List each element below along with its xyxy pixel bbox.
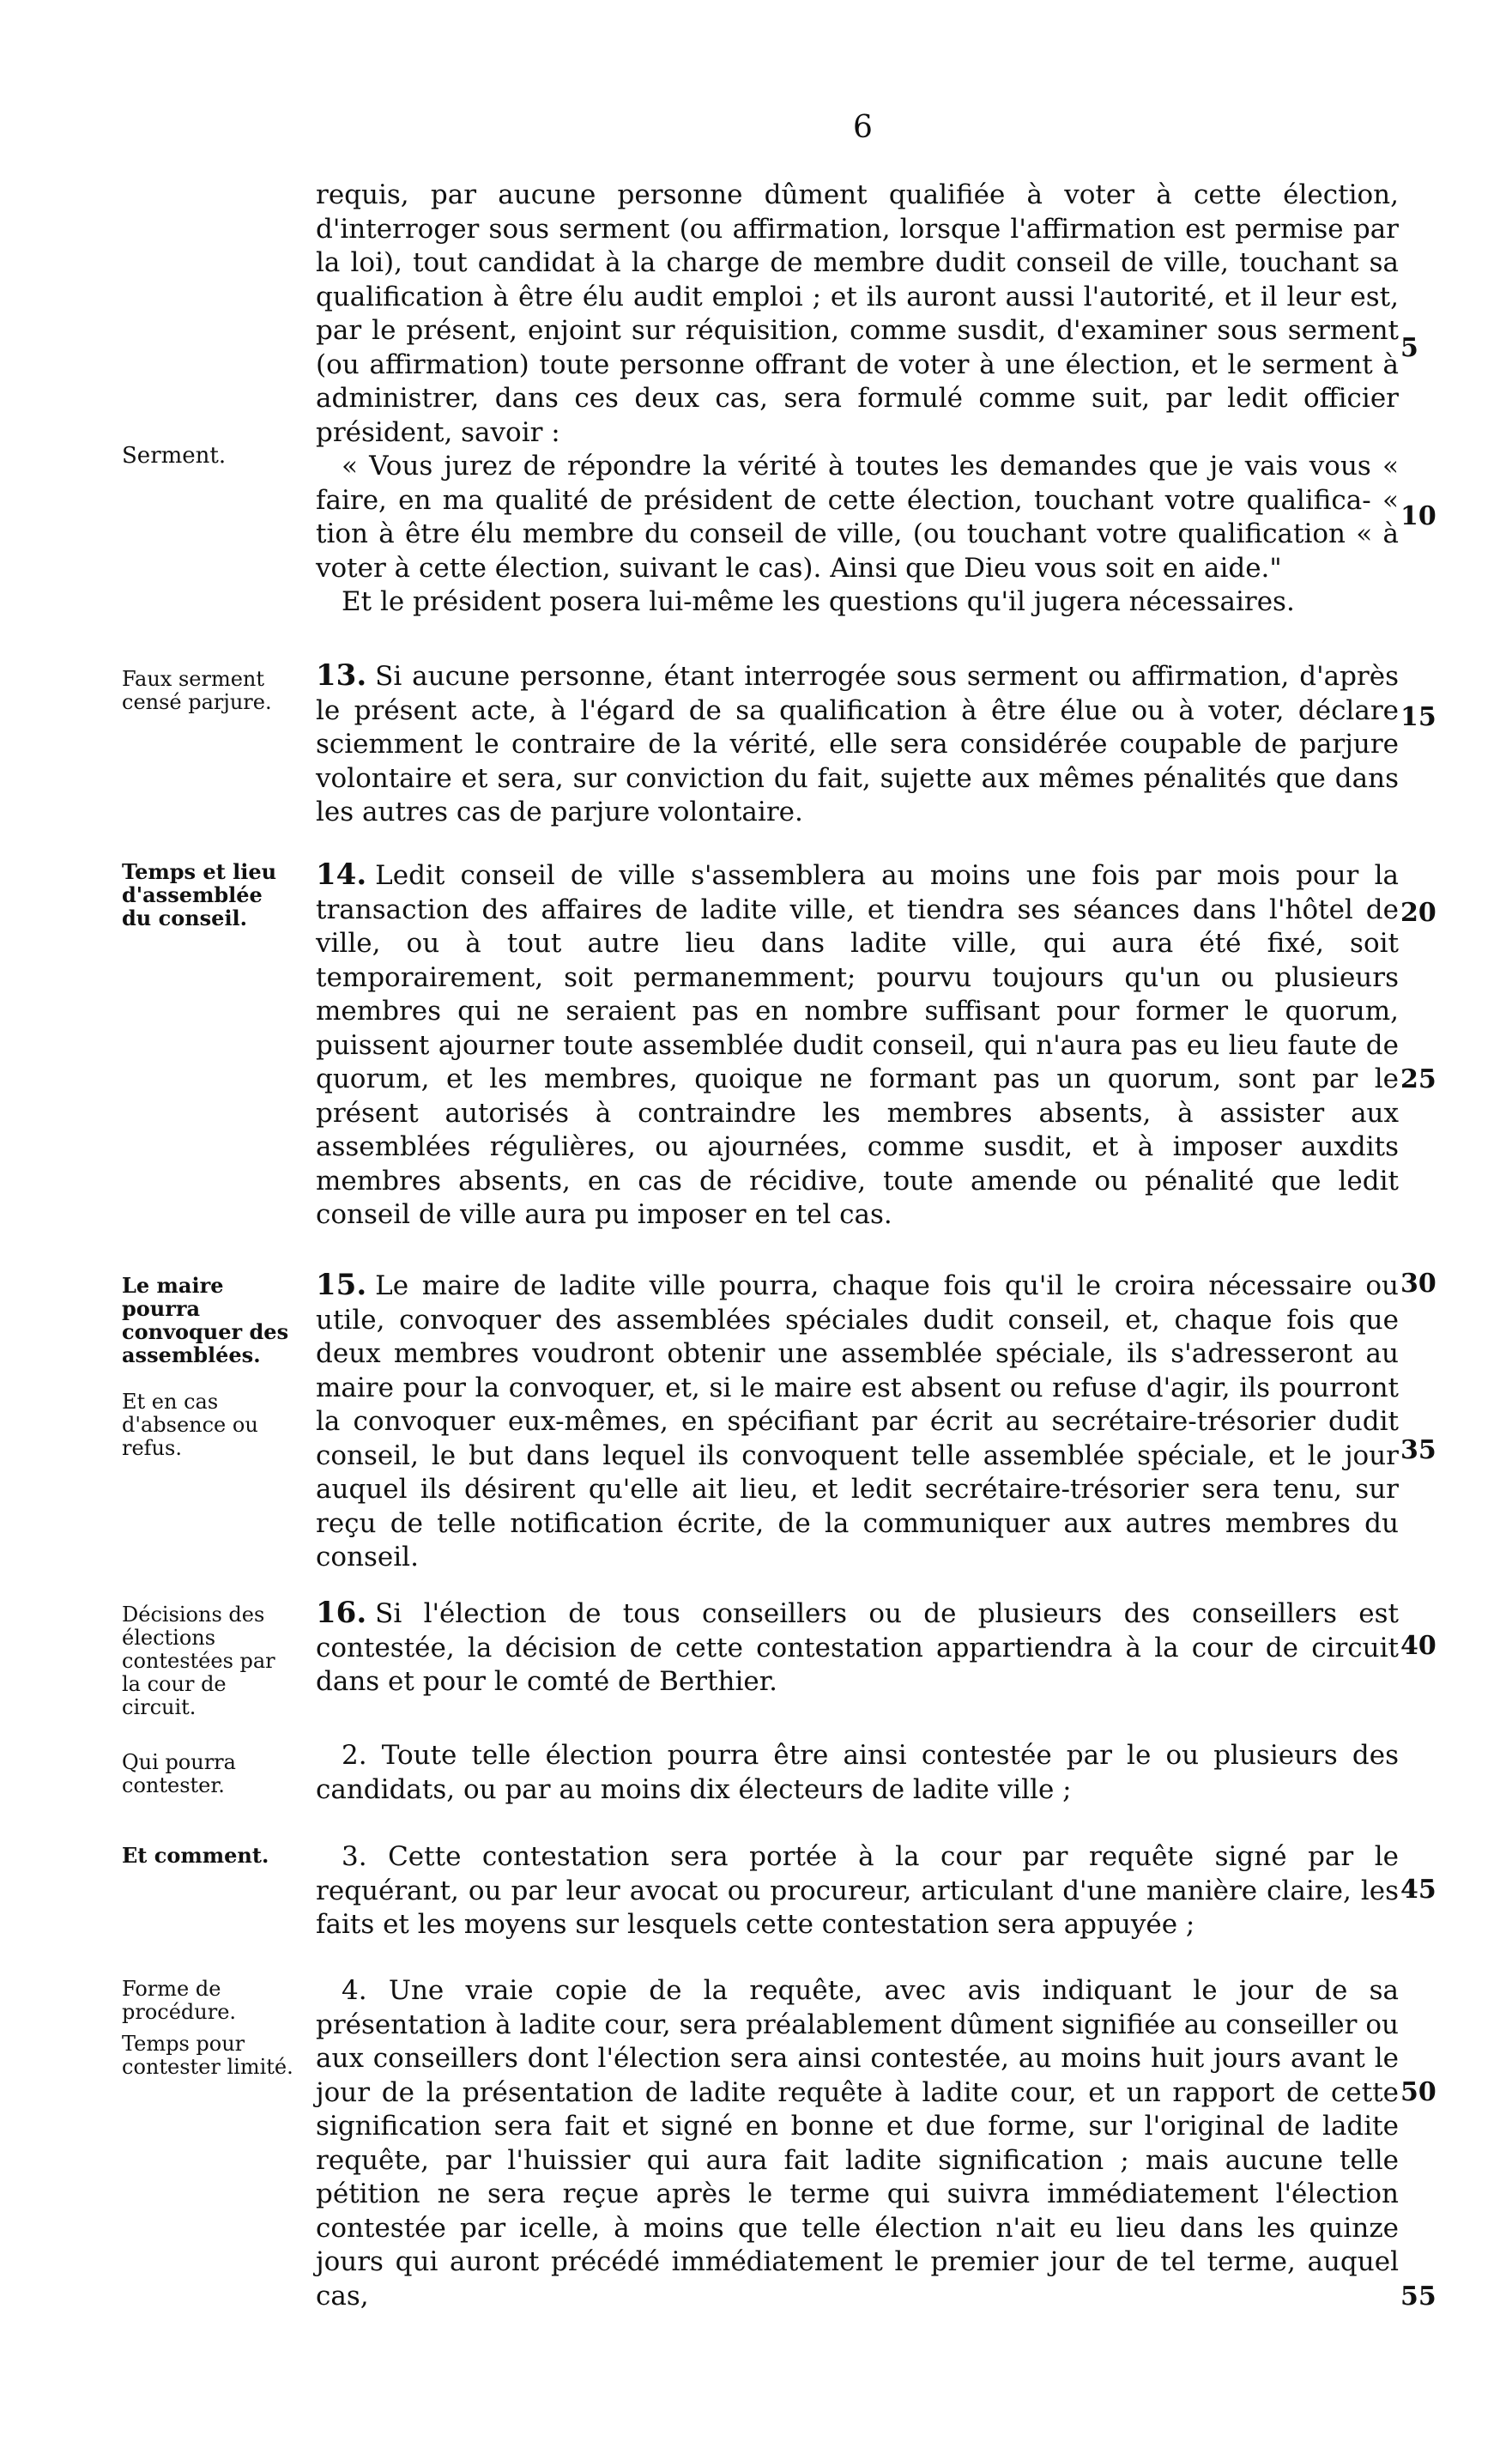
line-number: 50 — [1400, 2077, 1436, 2107]
article-14 — [316, 858, 1399, 1233]
intro-paragraph: requis, par aucune personne dûment qualifiée à voter à cette élection, d'interroger sous serment (ou affirmation, lorsque l'affirmation est permise par la loi), tout candidat à la charge de membre dudit conseil de ville, touchant sa qualification à être élu audit emploi ; et ils auront aussi l'autorité, et il leur est, par le présent, enjoint sur réquisition, comme susdit, d'examiner sous serment (ou affirmation) toute personne offrant de voter à une élection, et le serment à administrer, dans ces deux cas, sera formulé comme suit, par ledit officier président, savoir : — [316, 179, 1399, 448]
sidenote-temps-pour: Temps pour contester limité. — [122, 2032, 293, 2079]
sidenote-faux-serment: Faux serment censé parjure. — [122, 667, 272, 714]
oath-block — [316, 450, 1399, 620]
line-number: 30 — [1400, 1269, 1436, 1299]
sidenote-serment: Serment. — [122, 443, 227, 469]
sidenote-decisions: Décisions des élections contestées par la cour de circuit. — [122, 1603, 275, 1719]
sidenote-forme: Forme de procédure. — [122, 1977, 237, 2024]
article-16 — [316, 1597, 1399, 1700]
line-number: 10 — [1400, 501, 1436, 531]
subsection-2: 2. Toute telle élection pourra être ainsi contestée par le ou plusieurs des candidats, ou par au moins dix électeurs de ladite ville ; — [316, 1740, 1399, 1805]
article-15-text: Le maire de ladite ville pourra, chaque fois qu'il le croira nécessaire ou utile, convoquer des assemblées spéciales dudit conseil, et, chaque fois que deux membres voudront obtenir une assemblée spéciale, ils s'adresseront au maire pour la convoquer, et, si le maire est absent ou refuse d'agir, ils pourront la convoquer eux-mêmes, en spécifiant par écrit au secrétaire-trésorier dudit conseil, le but dans lequel ils convoquent telle assemblée spéciale, et le jour auquel ils désirent qu'elle ait lieu, et ledit secrétaire-trésorier sera tenu, sur reçu de telle notification écrite, de la communiquer aux autres membres du conseil. — [316, 1270, 1399, 1572]
line-number: 15 — [1400, 702, 1436, 732]
line-number: 35 — [1400, 1435, 1436, 1465]
line-number: 40 — [1400, 1631, 1436, 1661]
page-number: 6 — [853, 110, 873, 145]
article-14-text: Ledit conseil de ville s'assemblera au moins une fois par mois pour la transaction des affaires de ladite ville, et tiendra ses séances dans l'hôtel de ville, ou à tout autre lieu dans ladite ville, qui aura été fixé, soit temporairement, soit permanemment; pourvu toujours qu'un ou plusieurs membres qui ne seraient pas en nombre suffisant pour former le quorum, puissent ajourner toute assemblée dudit conseil, qui n'aura pas eu lieu faute de quorum, et les membres, quoique ne formant pas un quorum, sont par le présent autorisés à contraindre les membres absents, à assister aux assemblées régulières, ou ajournées, comme susdit, et à imposer auxdits membres absents, en cas de récidive, toute amende ou pénalité que ledit conseil de ville aura pu imposer en tel cas. — [316, 860, 1399, 1230]
line-number: 5 — [1400, 333, 1418, 363]
article-13 — [316, 659, 1399, 830]
article-13-text: Si aucune personne, étant interrogée sous serment ou affirmation, d'après le présent acte, à l'égard de sa qualification à être élue ou à voter, déclare sciemment le contraire de la vérité, elle sera considérée coupable de parjure volontaire et sera, sur conviction du fait, sujette aux mêmes pénalités que dans les autres cas de parjure volontaire. — [316, 661, 1399, 827]
article-13-number: 13. — [316, 658, 367, 693]
subsection-3: 3. Cette contestation sera portée à la cour par requête signé par le requérant, ou par leur avocat ou procureur, articulant d'une manière claire, les faits et les moyens sur lesquels cette contestation sera appuyée ; — [316, 1841, 1399, 1940]
sidenote-temps-lieu: Temps et lieu d'assemblée du conseil. — [122, 859, 277, 930]
sidenote-qui: Qui pourra contester. — [122, 1750, 236, 1797]
sidenote-maire: Le maire pourra convoquer des assemblées. — [122, 1273, 289, 1367]
line-number: 25 — [1400, 1064, 1436, 1094]
intro-block — [316, 179, 1399, 620]
sidenote-absence: Et en cas d'absence ou refus. — [122, 1390, 258, 1460]
sidenote-comment: Et comment. — [122, 1843, 269, 1868]
line-number: 55 — [1400, 2281, 1436, 2312]
article-16-text: Si l'élection de tous conseillers ou de plusieurs des conseillers est contestée, la décision de cette contestation appartiendra à la cour de circuit dans et pour le comté de Berthier. — [316, 1598, 1399, 1697]
article-15 — [316, 1269, 1399, 1575]
oath-closing: Et le président posera lui-même les questions qu'il jugera nécessaires. — [342, 586, 1295, 617]
line-number: 45 — [1400, 1875, 1436, 1905]
subsection-4: 4. Une vraie copie de la requête, avec avis indiquant le jour de sa présentation à ladite cour, sera préalablement dûment signifiée au conseiller ou aux conseillers dont l'élection sera ainsi contestée, au moins huit jours avant le jour de la présentation de ladite requête à ladite cour, et un rapport de cette signification sera fait et signé en bonne et due forme, sur l'original de ladite requête, par l'huissier qui aura fait ladite signification ; mais aucune telle pétition ne sera reçue après le terme qui suivra immédiatement l'élection contestée par icelle, à moins que telle élection n'ait eu lieu dans les quinze jours qui auront précédé immédiatement le premier jour de tel terme, auquel cas, — [316, 1975, 1399, 2312]
article-14-number: 14. — [316, 857, 367, 892]
article-15-number: 15. — [316, 1268, 367, 1302]
line-number: 20 — [1400, 898, 1436, 928]
article-16-number: 16. — [316, 1596, 367, 1630]
oath-text: « Vous jurez de répondre la vérité à toutes les demandes que je vais vous « faire, en ma qualité de président de cette élection, touchant votre qualifica- « tion à être élu membre du conseil de ville, (ou touchant votre qualification « à voter à cette élection, suivant le cas). Ainsi que Dieu vous soit en aide." — [316, 451, 1399, 584]
